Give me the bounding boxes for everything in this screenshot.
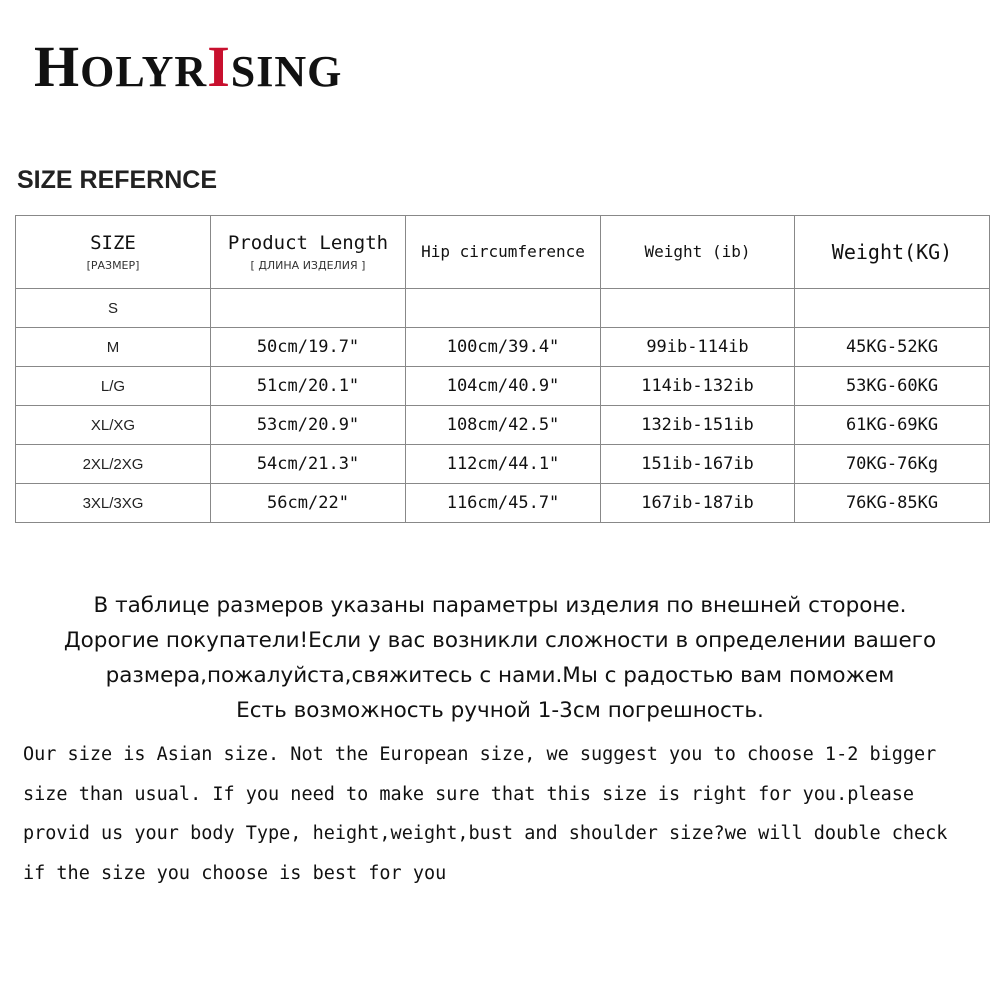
brand-text-part-end: SING: [230, 47, 343, 96]
cell-size: 2XL/2XG: [16, 445, 211, 484]
cell-hip: 112cm/44.1": [406, 445, 601, 484]
english-notice-line: if the size you choose is best for you: [23, 863, 447, 885]
cell-weight-ib: 151ib-167ib: [601, 445, 795, 484]
header-weight-ib-label: Weight (ib): [644, 242, 751, 261]
brand-logo: [34, 34, 343, 99]
russian-notice-line: В таблице размеров указаны параметры изделия по внешней стороне.: [93, 593, 907, 618]
table-row: [16, 328, 990, 367]
header-size: [16, 216, 211, 289]
cell-weight-ib: 114ib-132ib: [601, 367, 795, 406]
table-header-row: [16, 216, 990, 289]
cell-hip: 104cm/40.9": [406, 367, 601, 406]
cell-weight-kg: [795, 289, 990, 328]
table-row: [16, 367, 990, 406]
cell-size: L/G: [16, 367, 211, 406]
header-size-label: SIZE: [90, 232, 136, 254]
russian-notice-line: Дорогие покупатели!Если у вас возникли сложности в определении вашего: [63, 628, 937, 653]
cell-length: 50cm/19.7": [211, 328, 406, 367]
english-notice: [23, 735, 983, 894]
cell-weight-kg: 76KG-85KG: [795, 484, 990, 523]
cell-weight-kg: 45KG-52KG: [795, 328, 990, 367]
russian-notice-line: размера,пожалуйста,свяжитесь с нами.Мы с радостью вам поможем: [105, 663, 895, 688]
cell-hip: 116cm/45.7": [406, 484, 601, 523]
brand-text-part: OLYR: [80, 47, 208, 96]
cell-length: [211, 289, 406, 328]
header-size-sublabel: [РАЗМЕР]: [86, 259, 140, 272]
english-notice-line: size than usual. If you need to make sure that this size is right for you.please: [23, 783, 915, 805]
cell-hip: 108cm/42.5": [406, 406, 601, 445]
cell-weight-ib: [601, 289, 795, 328]
cell-weight-ib: 99ib-114ib: [601, 328, 795, 367]
header-weight-kg-label: Weight(KG): [831, 240, 953, 264]
header-hip: [406, 216, 601, 289]
header-length-sublabel: [ ДЛИНА ИЗДЕЛИЯ ]: [250, 259, 366, 272]
table-row: [16, 445, 990, 484]
cell-weight-ib: 132ib-151ib: [601, 406, 795, 445]
english-notice-line: provid us your body Type, height,weight,bust and shoulder size?we will double check: [23, 823, 948, 845]
header-length-label: Product Length: [227, 232, 389, 254]
cell-weight-kg: 61KG-69KG: [795, 406, 990, 445]
russian-notice: [0, 588, 1000, 728]
cell-size: 3XL/3XG: [16, 484, 211, 523]
table-row: [16, 484, 990, 523]
cell-weight-kg: 53KG-60KG: [795, 367, 990, 406]
russian-notice-line: Есть возможность ручной 1-3см погрешность.: [236, 698, 764, 723]
cell-length: 53cm/20.9": [211, 406, 406, 445]
size-table: [15, 215, 990, 523]
table-row: [16, 406, 990, 445]
cell-weight-kg: 70KG-76Kg: [795, 445, 990, 484]
cell-size: XL/XG: [16, 406, 211, 445]
brand-highlight-letter: I: [207, 34, 231, 99]
header-weight-kg: [795, 216, 990, 289]
header-product-length: [211, 216, 406, 289]
cell-size: M: [16, 328, 211, 367]
cell-length: 56cm/22": [211, 484, 406, 523]
cell-hip: 100cm/39.4": [406, 328, 601, 367]
cell-length: 51cm/20.1": [211, 367, 406, 406]
cell-size: S: [16, 289, 211, 328]
header-weight-ib: [601, 216, 795, 289]
english-notice-line: Our size is Asian size. Not the European size, we suggest you to choose 1-2 bigger: [23, 744, 937, 765]
brand-first-letter: H: [34, 34, 81, 99]
cell-length: 54cm/21.3": [211, 445, 406, 484]
header-hip-label: Hip circumference: [421, 242, 585, 261]
section-title: SIZE REFERNCE: [17, 166, 218, 194]
table-row: [16, 289, 990, 328]
cell-hip: [406, 289, 601, 328]
cell-weight-ib: 167ib-187ib: [601, 484, 795, 523]
